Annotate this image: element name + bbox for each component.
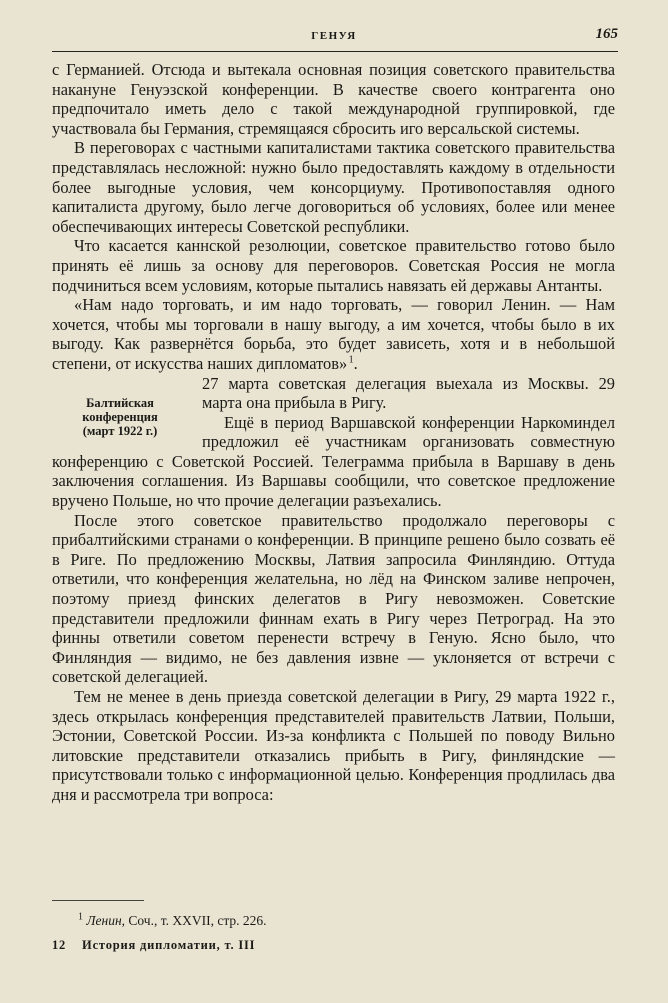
paragraph-5: 27 марта советская делегация выехала из Москвы. 29 марта она прибыла в Ригу.	[202, 373, 615, 413]
footnote	[78, 913, 598, 929]
running-head	[0, 26, 668, 46]
signature-text: История дипломатии, т. III	[82, 938, 256, 952]
paragraph-7: После этого советское правительство продолжало переговоры с прибалтийскими странами о конференции. В принципе решено было созвать её в Риге. По предложению Москвы, Латвия запросила Финляндию. Оттуда ответили, что конференция желательна, но лёд на Финском заливе непрочен, поэтому приезд финских делегатов в Ригу невозможен. Советские представители предложили финнам ехать в Ригу через Петроград. На это финны ответили советом перенести встречу в Геную. Ясно было, что Финляндия — видимо, не без давления извне — уклоняется от встречи с советской делегацией.	[52, 510, 615, 687]
footnote-rule	[52, 900, 144, 901]
header-rule	[52, 51, 618, 52]
paragraph-8: Тем не менее в день приезда советской делегации в Ригу, 29 марта 1922 г., здесь открылась конференция представителей правительств Латвии, Польши, Эстонии, Советской России. Из-за конфликта с Польшей по поводу Вильно литовские представители отказались прибыть в Ригу, финляндские — присутствовали только с информационной целью. Конференция продлилась два дня и рассмотрела три вопроса:	[52, 687, 615, 804]
footnote-marker: 1	[78, 911, 83, 923]
main-text	[52, 60, 615, 805]
margin-note-line-3: (март 1922 г.)	[82, 423, 158, 438]
footnote-text: , Соч., т. XXVII, стр. 226.	[121, 913, 267, 928]
paragraph-6: Ещё в период Варшавской конференции Наркоминдел предложил её участникам организовать совместную конференцию с Советской Россией. Телеграмма прибыла в Варшаву в день заключения соглашения. Из Варшавы сообщили, что советское предложение вручено Польше, но что прочие делегации разъехались.	[52, 412, 615, 511]
paragraph-3: Что касается каннской резолюции, советское правительство готово было принять её лишь за основу для переговоров. Советская Россия не могла подчиниться всем условиям, которые пытались навязать ей державы Антанты.	[52, 236, 615, 295]
paragraph-2: В переговорах с частными капиталистами тактика советского правительства представлялась несложной: нужно было предоставлять каждому в отдельности более выгодные условия, чем консорциуму. Противопоставляя одного капиталиста другому, было легче договориться об условиях, более или менее обеспечивающих интересы Советской республики.	[52, 138, 615, 236]
paragraph-4-quote: «Нам надо торговать, и им надо торговать, — говорил Ленин. — Нам хочется, чтобы мы торговали в нашу выгоду, а им хочется, чтобы было в их выгоду. Как развернётся борьба, это будет зависеть, хотя и в небольшой степени, от искусства наших дипломатов» $^1$.	[52, 295, 615, 373]
paragraph-1: с Германией. Отсюда и вытекала основная позиция советского правительства накануне Генуэзской конференции. В качестве своего контрагента оно предпочитало иметь дело с такой международной группировкой, где участвовала бы Германия, стремящаяся сбросить иго версальской системы.	[52, 60, 615, 138]
footnote-author: Ленин	[86, 913, 122, 928]
signature-number: 12	[52, 938, 67, 952]
footnote-ref: 1	[348, 354, 354, 366]
margin-note-line-2: конференция	[82, 409, 158, 424]
printer-signature	[52, 938, 572, 953]
page-number: 165	[595, 26, 618, 42]
margin-note	[52, 396, 188, 438]
running-title: ГЕНУЯ	[311, 30, 357, 42]
lenin-quote: «Нам надо торговать, и им надо торговать, — говорил Ленин. — Нам хочется, чтобы мы торговали в нашу выгоду, а им хочется, чтобы было в их выгоду. Как развернётся борьба, это будет зависеть, хотя и в небольшой степени, от искусства наших дипломатов»	[52, 295, 615, 373]
margin-note-line-1: Балтийская	[86, 395, 154, 410]
